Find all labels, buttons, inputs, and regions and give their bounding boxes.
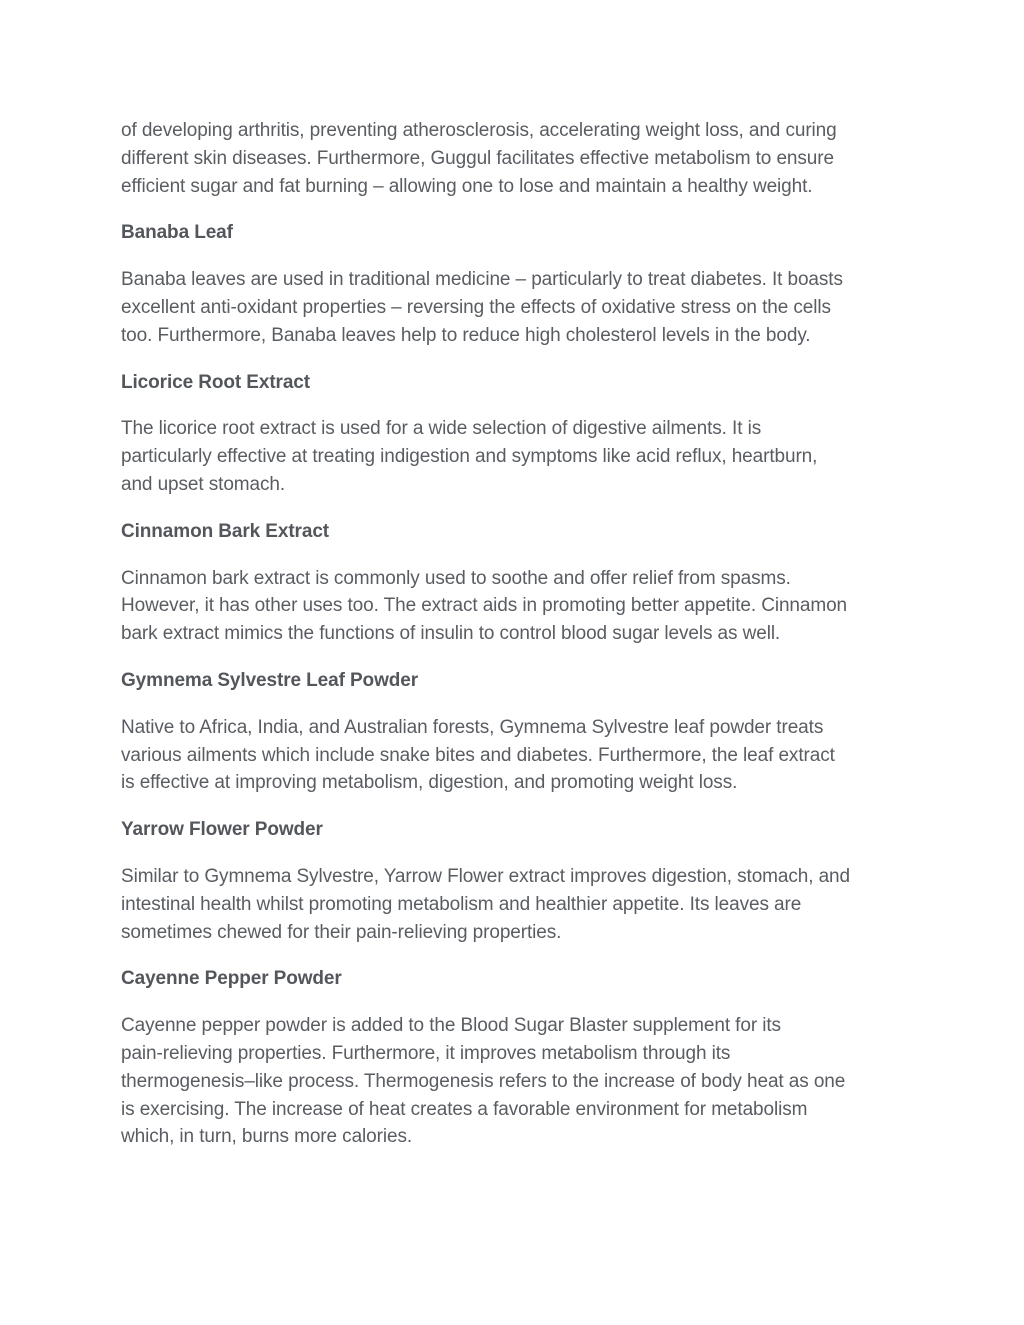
paragraph-line: excellent anti-oxidant properties – reversing the effects of oxidative stress on the cells [121, 296, 831, 318]
paragraph-line: Cayenne pepper powder is added to the Blood Sugar Blaster supplement for its [121, 1015, 781, 1037]
paragraph-line: which, in turn, burns more calories. [121, 1126, 413, 1148]
yarrow-flower-paragraph [121, 863, 911, 946]
banaba-leaf-paragraph [121, 266, 911, 349]
paragraph-line: and upset stomach. [121, 473, 286, 495]
paragraph-line: bark extract mimics the functions of insulin to control blood sugar levels as well. [121, 623, 781, 645]
intro-paragraph [121, 117, 911, 200]
section-heading-cayenne-pepper-powder: Cayenne Pepper Powder [121, 968, 342, 990]
paragraph-line: pain-relieving properties. Furthermore, it improves metabolism through its [121, 1042, 731, 1064]
paragraph-line: various ailments which include snake bites and diabetes. Furthermore, the leaf extract [121, 744, 835, 766]
section-heading-licorice-root-extract: Licorice Root Extract [121, 371, 311, 393]
cayenne-pepper-paragraph [121, 1012, 911, 1151]
section-heading-cinnamon-bark-extract: Cinnamon Bark Extract [121, 520, 330, 542]
paragraph-line: efficient sugar and fat burning – allowing one to lose and maintain a healthy weight. [121, 175, 813, 197]
paragraph-line: particularly effective at treating indigestion and symptoms like acid reflux, heartburn, [121, 446, 818, 468]
paragraph-line: is exercising. The increase of heat creates a favorable environment for metabolism [121, 1098, 808, 1120]
paragraph-line: is effective at improving metabolism, digestion, and promoting weight loss. [121, 772, 738, 794]
paragraph-line: too. Furthermore, Banaba leaves help to reduce high cholesterol levels in the body. [121, 324, 811, 346]
licorice-root-paragraph [121, 415, 911, 498]
paragraph-line: Banaba leaves are used in traditional medicine – particularly to treat diabetes. It boasts [121, 269, 843, 291]
paragraph-line: Cinnamon bark extract is commonly used to soothe and offer relief from spasms. [121, 567, 791, 589]
section-heading-gymnema-sylvestre: Gymnema Sylvestre Leaf Powder [121, 669, 419, 691]
paragraph-line: of developing arthritis, preventing atherosclerosis, accelerating weight loss, and curing [121, 120, 837, 141]
paragraph-line: However, it has other uses too. The extract aids in promoting better appetite. Cinnamon [121, 595, 848, 617]
section-heading-yarrow-flower-powder: Yarrow Flower Powder [121, 819, 323, 841]
cinnamon-bark-paragraph [121, 565, 911, 648]
paragraph-line: thermogenesis–like process. Thermogenesis refers to the increase of body heat as one [121, 1070, 846, 1092]
paragraph-line: sometimes chewed for their pain-relieving properties. [121, 921, 562, 943]
paragraph-line: Native to Africa, India, and Australian forests, Gymnema Sylvestre leaf powder treats [121, 716, 824, 738]
gymnema-sylvestre-paragraph [121, 714, 911, 797]
paragraph-line: The licorice root extract is used for a wide selection of digestive ailments. It is [121, 418, 762, 440]
paragraph-line: Similar to Gymnema Sylvestre, Yarrow Flower extract improves digestion, stomach, and [121, 865, 850, 887]
paragraph-line: different skin diseases. Furthermore, Guggul facilitates effective metabolism to ensure [121, 147, 834, 169]
paragraph-line: intestinal health whilst promoting metabolism and healthier appetite. Its leaves are [121, 893, 802, 915]
section-heading-banaba-leaf: Banaba Leaf [121, 222, 233, 244]
document-page [121, 117, 911, 1170]
